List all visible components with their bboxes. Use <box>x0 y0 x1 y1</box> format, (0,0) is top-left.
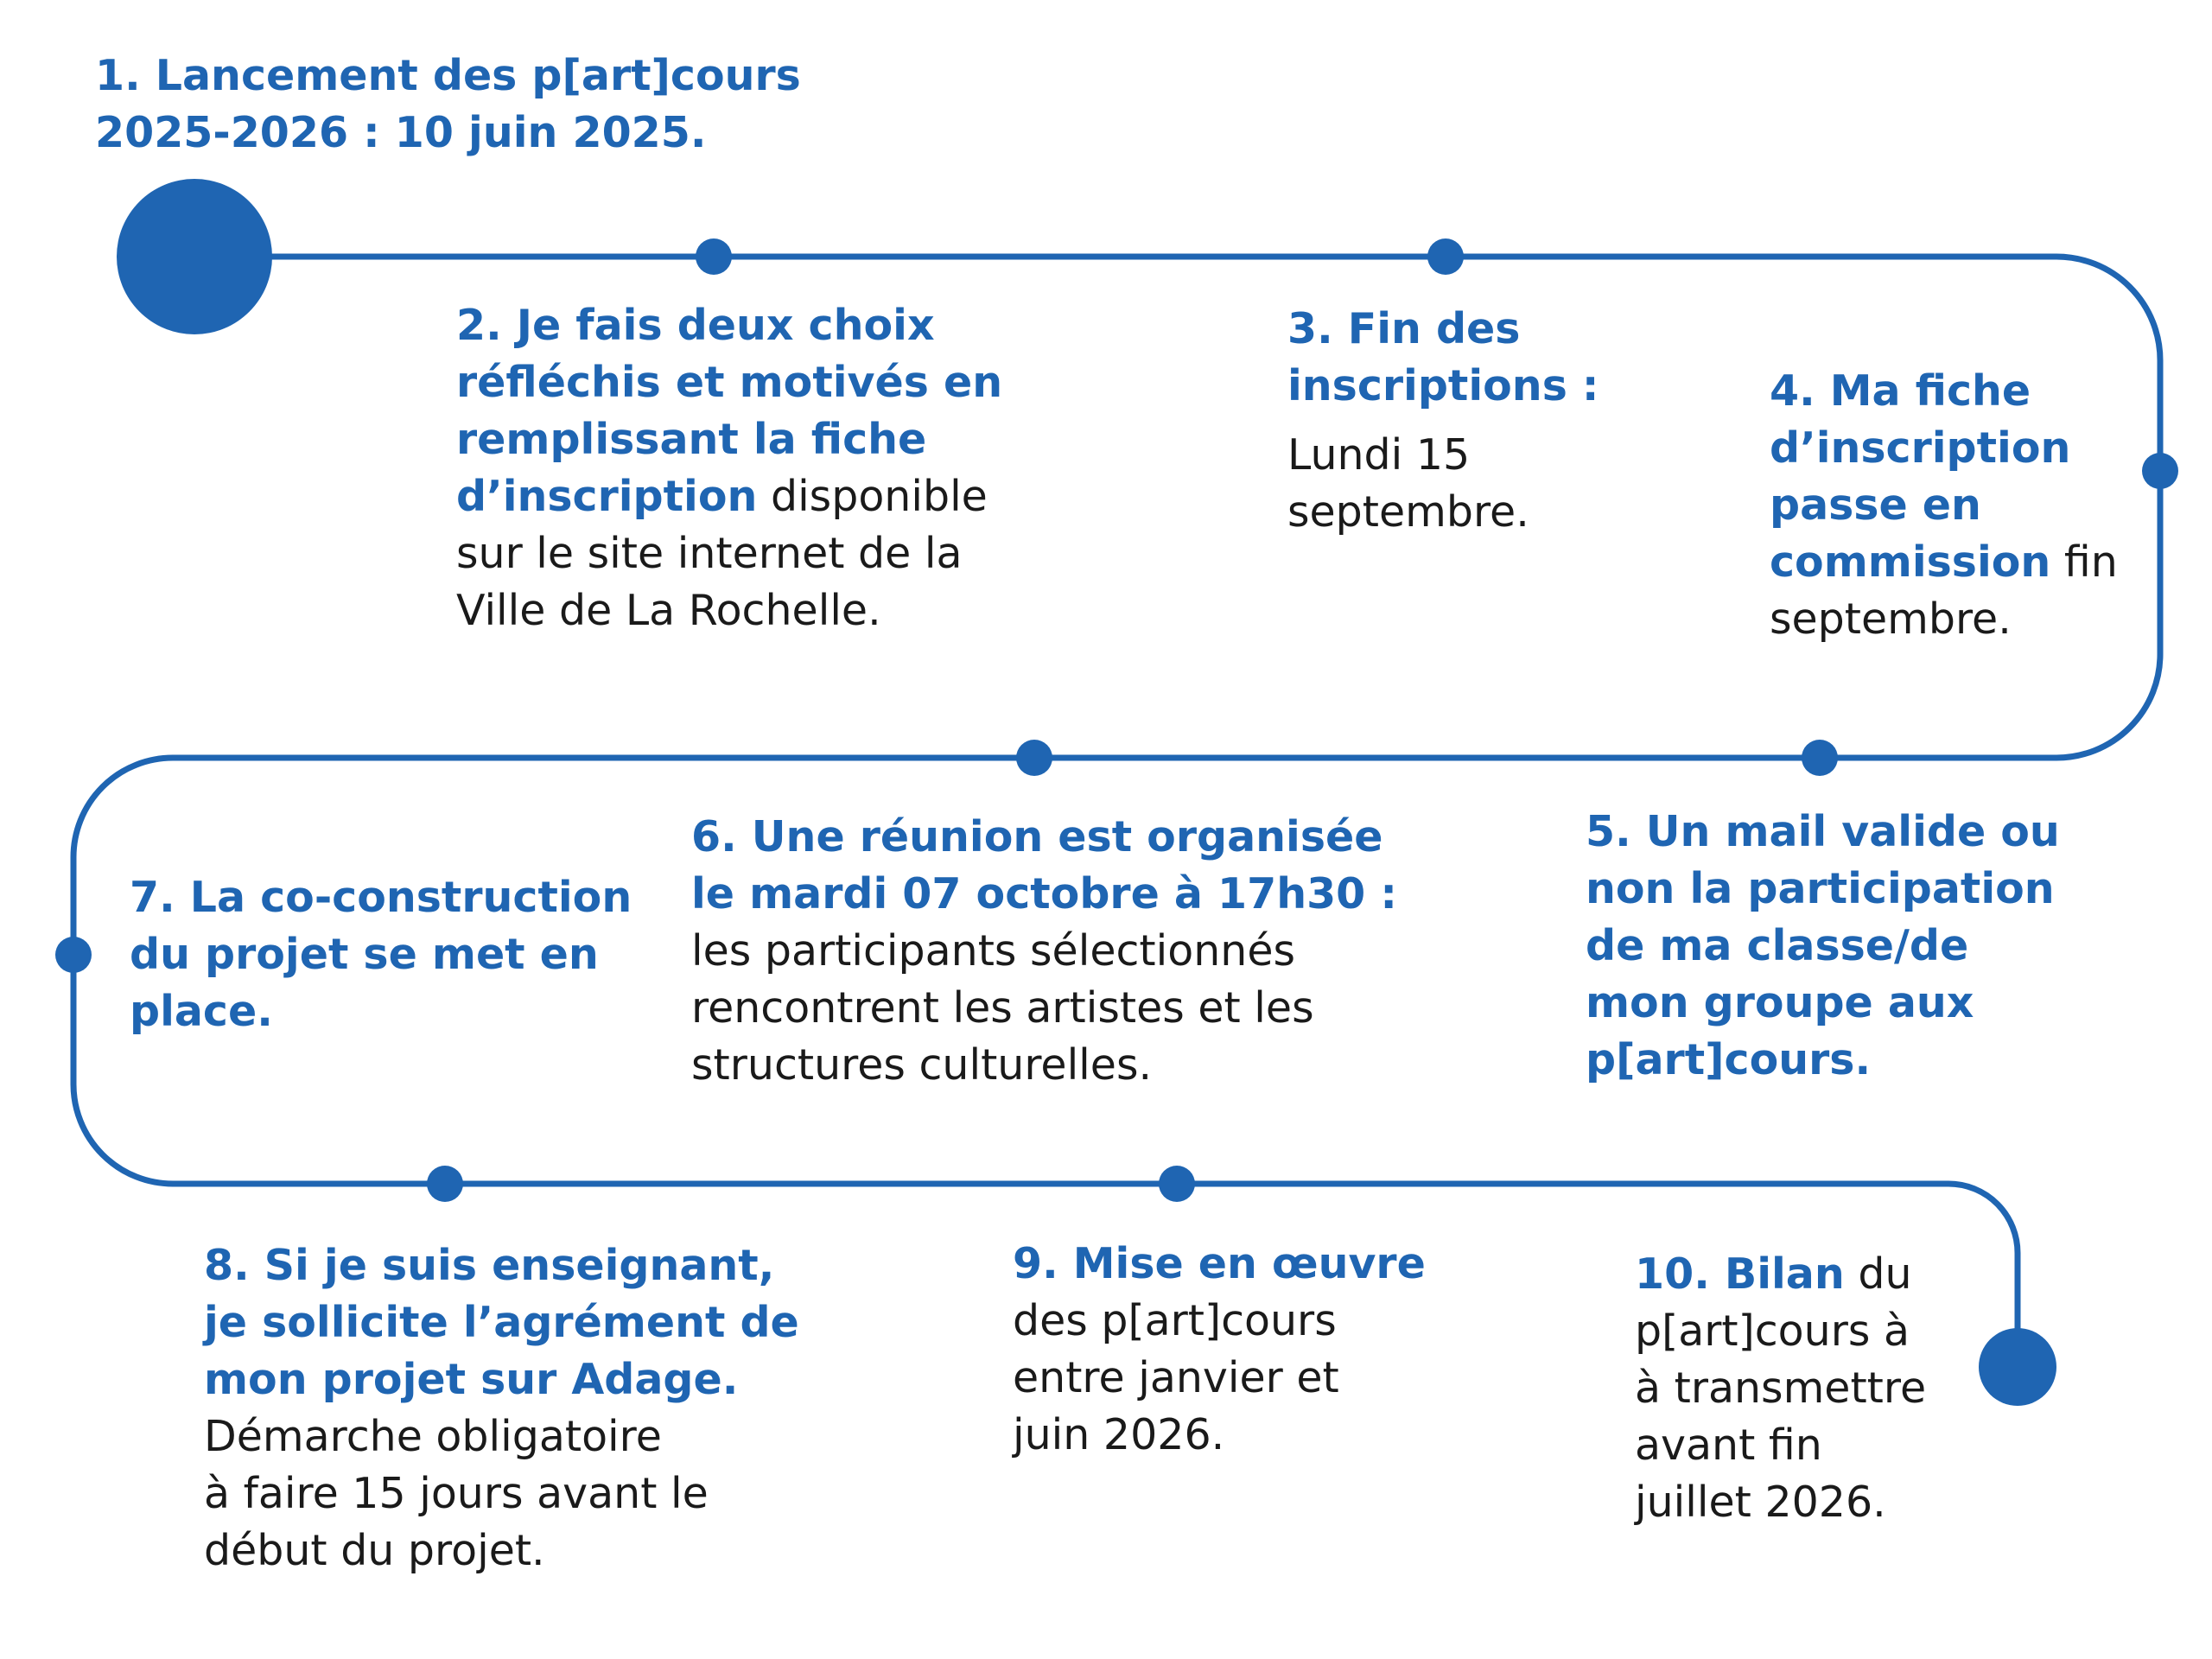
timeline-dot <box>696 238 732 275</box>
step-8-line: Démarche obligatoire <box>204 1412 662 1461</box>
step-2-line: remplissant la fiche <box>456 415 927 464</box>
step-8-line: 8. Si je suis enseignant, <box>204 1241 775 1290</box>
step-1-line: 2025-2026 : 10 juin 2025. <box>95 108 707 157</box>
step-5-line: p[art]cours. <box>1586 1035 1872 1084</box>
step-4 <box>1770 363 2118 648</box>
step-3-line: Lundi 15 <box>1287 430 1471 480</box>
step-10-line: du <box>1858 1249 1912 1299</box>
step-4-line: 4. Ma fiche <box>1770 366 2031 416</box>
step-6-line: le mardi 07 octobre à 17h30 : <box>691 869 1397 918</box>
step-7-line: place. <box>130 987 273 1036</box>
step-8-line: mon projet sur Adage. <box>204 1355 739 1404</box>
step-2-line: sur le site internet de la <box>456 529 963 578</box>
timeline-dot <box>427 1166 463 1202</box>
step-3-line: 3. Fin des <box>1287 304 1521 353</box>
step-5-line: mon groupe aux <box>1586 978 1974 1027</box>
step-4-line: passe en <box>1770 480 1981 530</box>
timeline-dot <box>1427 238 1464 275</box>
step-2-line: Ville de La Rochelle. <box>456 586 881 635</box>
start-marker <box>117 179 272 334</box>
step-6-line: les participants sélectionnés <box>691 926 1295 976</box>
step-6-line: structures culturelles. <box>691 1040 1153 1090</box>
step-9-line: des p[art]cours <box>1013 1296 1337 1345</box>
step-10-line: avant fin <box>1635 1421 1822 1470</box>
step-2-line: d’inscription <box>456 472 758 521</box>
step-8 <box>204 1237 799 1580</box>
step-4-line: commission <box>1770 537 2051 587</box>
step-7-line: 7. La co-construction <box>130 873 632 922</box>
step-1 <box>95 48 801 162</box>
step-10-line: à transmettre <box>1635 1363 1927 1413</box>
timeline-dot <box>1159 1166 1195 1202</box>
step-10-line: 10. Bilan <box>1635 1249 1845 1299</box>
step-4-line: septembre. <box>1770 594 2012 644</box>
step-4-line: fin <box>2063 537 2118 587</box>
step-3-line: septembre. <box>1287 487 1529 537</box>
step-1-line: 1. Lancement des p[art]cours <box>95 51 801 100</box>
step-5-line: de ma classe/de <box>1586 921 1969 970</box>
step-7-line: du projet se met en <box>130 930 599 979</box>
step-9-line: entre janvier et <box>1013 1353 1339 1402</box>
step-6-line: rencontrent les artistes et les <box>691 983 1314 1033</box>
step-8-line: à faire 15 jours avant le <box>204 1469 709 1518</box>
step-2-line: disponible <box>770 472 988 521</box>
step-7 <box>130 869 632 1040</box>
step-8-line: début du projet. <box>204 1526 545 1575</box>
step-2-line: réfléchis et motivés en <box>456 358 1003 407</box>
step-3-line: inscriptions : <box>1287 361 1599 410</box>
step-6 <box>691 809 1397 1094</box>
step-4-line: d’inscription <box>1770 423 2071 473</box>
step-3 <box>1287 301 1599 541</box>
step-10-line: juillet 2026. <box>1635 1478 1886 1527</box>
timeline-dot <box>1802 740 1838 776</box>
step-5-line: 5. Un mail valide ou <box>1586 807 2060 856</box>
step-5 <box>1586 804 2060 1089</box>
timeline-dot <box>1016 740 1052 776</box>
timeline-dot <box>2142 453 2178 489</box>
step-10 <box>1635 1246 1926 1531</box>
step-8-line: je sollicite l’agrément de <box>204 1298 799 1347</box>
step-5-line: non la participation <box>1586 864 2055 913</box>
step-9 <box>1013 1236 1426 1464</box>
step-2-line: 2. Je fais deux choix <box>456 301 935 350</box>
step-6-line: 6. Une réunion est organisée <box>691 812 1383 861</box>
step-10-line: p[art]cours à <box>1635 1306 1910 1356</box>
timeline-dot <box>55 937 92 973</box>
step-9-line: 9. Mise en œuvre <box>1013 1239 1426 1288</box>
step-2 <box>456 297 1002 639</box>
end-marker <box>1979 1328 2056 1406</box>
step-9-line: juin 2026. <box>1013 1410 1225 1459</box>
